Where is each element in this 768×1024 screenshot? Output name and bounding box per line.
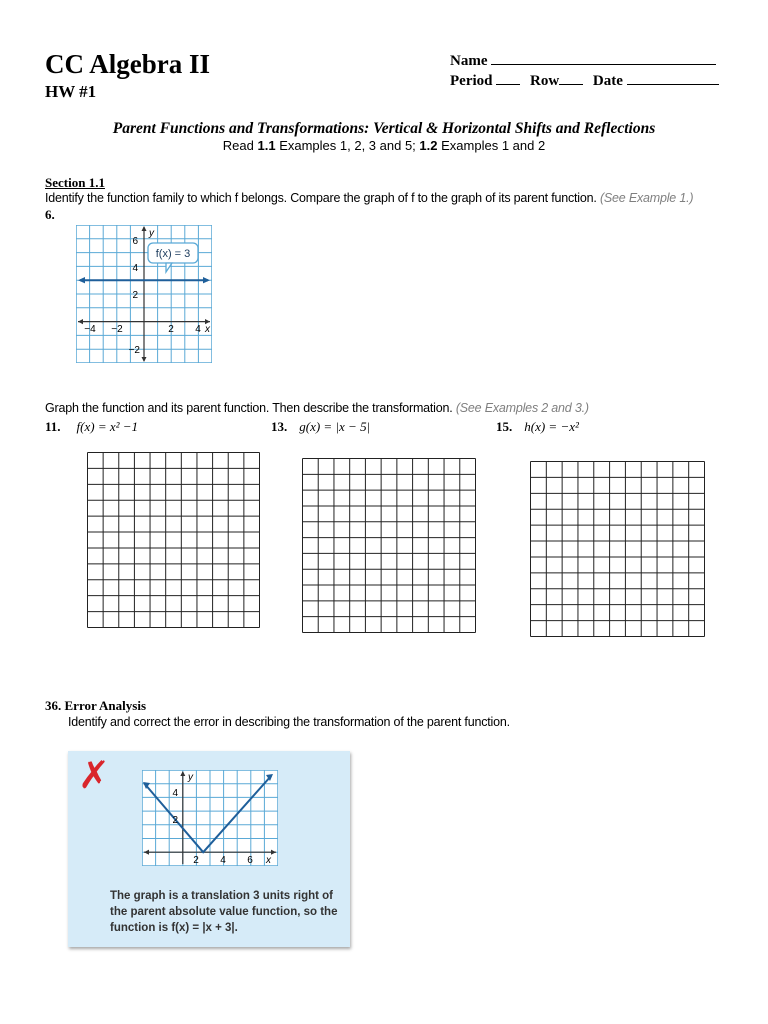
reading-section-1: 1.1 xyxy=(257,138,276,153)
y-tick-neg2: −2 xyxy=(128,345,140,356)
read-label: Read xyxy=(222,138,254,153)
instruction-identify xyxy=(45,191,693,205)
y-tick-6: 6 xyxy=(132,236,138,247)
y-axis-label: y xyxy=(149,228,154,239)
problem-13-label xyxy=(271,418,370,436)
reading-examples-1: Examples 1, 2, 3 and 5; xyxy=(279,138,416,153)
ea-y-axis-label: y xyxy=(188,772,193,783)
ea-x-tick-6: 6 xyxy=(247,855,253,866)
ea-x-axis-label: x xyxy=(266,855,271,866)
error-analysis-graph xyxy=(142,770,278,866)
row-blank[interactable] xyxy=(559,72,583,85)
period-row-date-line xyxy=(450,72,719,90)
problem-11-label xyxy=(45,418,138,436)
error-analysis-instruction: Identify and correct the error in describing the transformation of the parent function. xyxy=(68,715,510,729)
worksheet-title: Parent Functions and Transformations: Vertical & Horizontal Shifts and Reflections xyxy=(112,120,656,137)
name-blank[interactable] xyxy=(491,52,716,65)
caption-line-1: The graph is a translation 3 units right of xyxy=(110,890,333,902)
instruction-graph xyxy=(45,401,589,415)
instruction-graph-text: Graph the function and its parent function. Then describe the transformation. xyxy=(45,401,453,415)
x-axis-label: x xyxy=(205,324,210,335)
blank-grid-11[interactable] xyxy=(87,452,260,628)
name-line xyxy=(450,52,716,70)
course-title: CC Algebra II xyxy=(45,49,211,79)
blank-grid-13[interactable] xyxy=(302,458,476,633)
caption-line-3: function is f(x) = |x + 3|. xyxy=(110,922,238,934)
reading-section-2: 1.2 xyxy=(419,138,438,153)
problem-15-label xyxy=(496,418,579,436)
error-analysis-heading: 36. Error Analysis xyxy=(45,698,147,713)
error-x-mark: ✗ xyxy=(78,753,110,797)
example-reference-1: (See Example 1.) xyxy=(599,191,694,205)
name-label: Name xyxy=(450,53,488,69)
period-blank[interactable] xyxy=(496,72,520,85)
x-tick-neg4: −4 xyxy=(84,324,96,335)
example-reference-2: (See Examples 2 and 3.) xyxy=(455,401,589,415)
date-blank[interactable] xyxy=(627,72,719,85)
homework-number: HW #1 xyxy=(45,82,97,101)
problem-15-number: 15. xyxy=(496,419,513,434)
section-heading: Section 1.1 xyxy=(45,175,105,190)
caption-line-2: the parent absolute value function, so the xyxy=(110,906,338,918)
x-tick-4: 4 xyxy=(195,324,201,335)
reading-assignment xyxy=(0,138,768,153)
ea-y-tick-4: 4 xyxy=(172,788,178,799)
date-label: Date xyxy=(592,73,623,89)
instruction-identify-text: Identify the function family to which f belongs. Compare the graph of f to the graph of its parent function. xyxy=(45,191,597,205)
x-tick-2: 2 xyxy=(168,324,174,335)
problem-11-number: 11. xyxy=(45,419,61,434)
problem-6-number: 6. xyxy=(45,207,55,222)
ea-x-tick-4: 4 xyxy=(220,855,226,866)
problem-13-function: g(x) = |x − 5| xyxy=(299,419,371,434)
x-tick-neg2: −2 xyxy=(111,324,123,335)
ea-y-tick-2: 2 xyxy=(172,815,178,826)
error-analysis-panel xyxy=(68,751,350,947)
period-label: Period xyxy=(450,73,493,89)
callout-text: f(x) = 3 xyxy=(155,248,191,260)
reading-examples-2: Examples 1 and 2 xyxy=(441,138,546,153)
blank-grid-15[interactable] xyxy=(530,461,705,637)
ea-x-tick-2: 2 xyxy=(193,855,199,866)
problem-15-function: h(x) = −x² xyxy=(524,419,579,434)
problem-6-graph xyxy=(76,225,212,363)
problem-11-function: f(x) = x² −1 xyxy=(76,419,139,434)
error-analysis-caption xyxy=(110,888,337,936)
y-tick-4: 4 xyxy=(132,263,138,274)
row-label: Row xyxy=(530,73,560,89)
y-tick-2: 2 xyxy=(132,290,138,301)
problem-13-number: 13. xyxy=(271,419,288,434)
